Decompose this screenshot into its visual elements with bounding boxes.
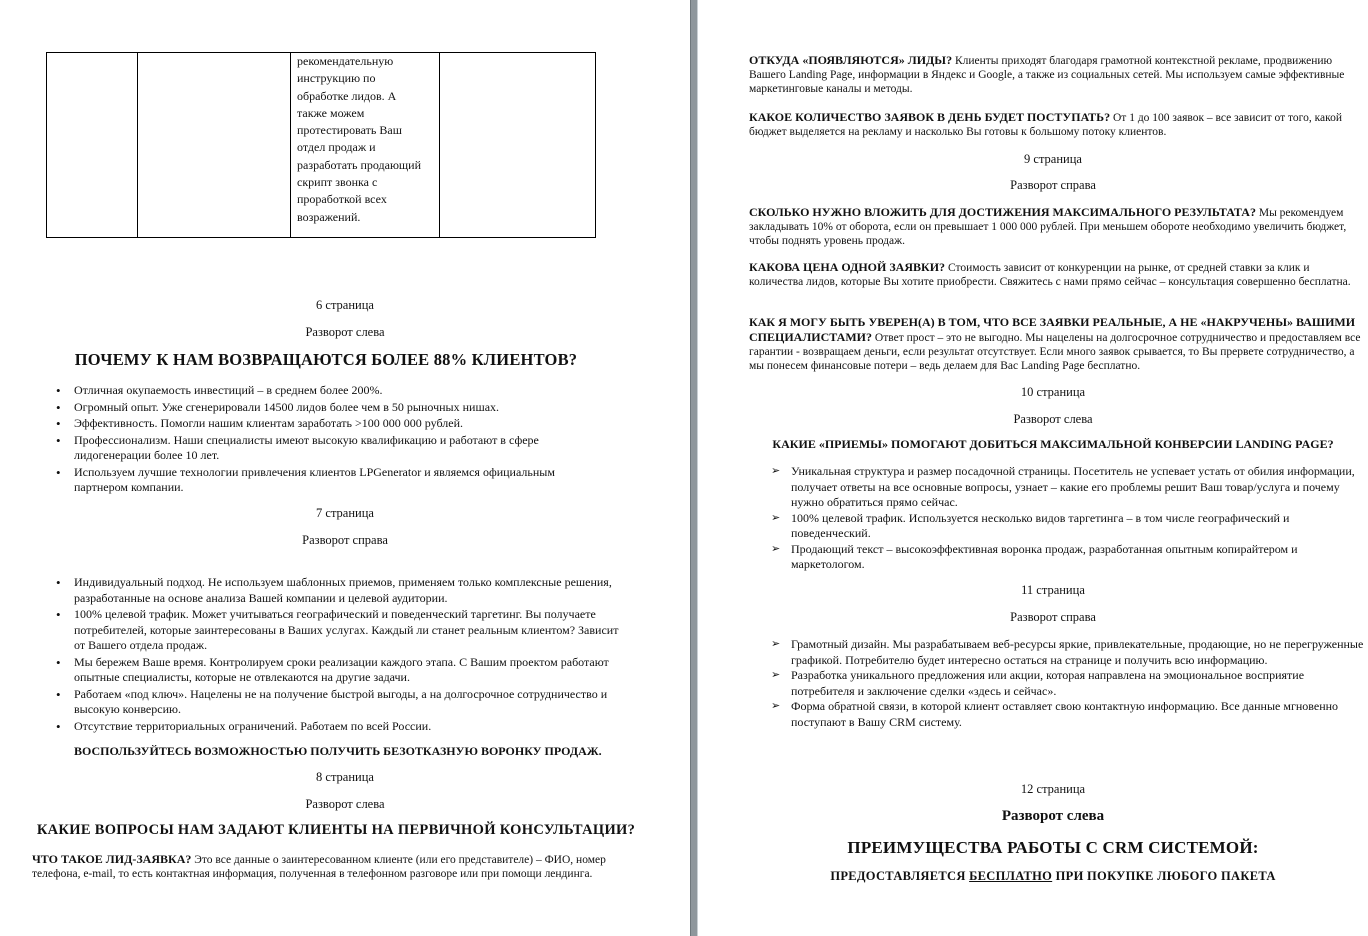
faq-answer: Ответ прост – это не выгодно. Мы нацелены на долгосрочное сотрудничество и предоставляем все гарантии - возвращаем деньги, если результат отсутствует. Если много заявок срывается, то Вы прервете сотрудничество, а мы понесем финансовые потери – ведь делаем для Вас Landing Page бесплатно. xyxy=(749,332,1361,372)
list-item: ➢ Продающий текст – высокоэффективная воронка продаж, разработанная опытным копирайтером и маркетологом. xyxy=(771,541,1298,571)
table-cell-line: рекомендательную xyxy=(297,54,394,68)
list-item: • Эффективность. Помогли нашим клиентам заработать >100 000 000 рублей. xyxy=(46,416,606,432)
page-divider xyxy=(690,0,698,936)
spread-label: Разворот слева xyxy=(1001,808,1105,824)
free-emphasis: БЕСПЛАТНО xyxy=(969,869,1053,883)
spread-label: Разворот слева xyxy=(305,325,385,339)
faq-answer: Мы рекомендуем закладывать 10% от оборота, если он превышает 1 000 000 рублей. При меньшем обороте необходимо увеличить бюджет, чтобы поднять уровень продаж. xyxy=(749,207,1347,247)
table-cell xyxy=(138,53,291,238)
faq-question: КАК Я МОГУ БЫТЬ УВЕРЕН(А) В ТОМ, ЧТО ВСЕ ЗАЯВКИ РЕАЛЬНЫЕ, А НЕ «НАКРУЧЕНЫ» ВАШИМИ СПЕЦИАЛИСТАМИ? xyxy=(749,315,1356,344)
page-number-label: 11 страница xyxy=(1021,583,1085,597)
faq-question: ОТКУДА «ПОЯВЛЯЮТСЯ» ЛИДЫ? xyxy=(749,53,953,67)
list-item: • Используем лучшие технологии привлечения клиентов LPGenerator и являемся официальным партнером компании. xyxy=(46,465,606,496)
arrow-bullet-icon: ➢ xyxy=(771,542,781,555)
faq-question: СКОЛЬКО НУЖНО ВЛОЖИТЬ ДЛЯ ДОСТИЖЕНИЯ МАКСИМАЛЬНОГО РЕЗУЛЬТАТА? xyxy=(749,205,1256,219)
table-cell-line: разработать продающий xyxy=(297,157,422,172)
page-number-label: 10 страница xyxy=(1020,385,1086,399)
list-item: • Профессионализм. Наши специалисты имеют высокую квалификацию и работают в сфере лидогенерации более 10 лет. xyxy=(46,433,606,464)
page-number-label: 8 страница xyxy=(316,770,374,784)
arrow-bullet-icon: ➢ xyxy=(771,669,781,681)
page-number-label: 12 страница xyxy=(1020,782,1086,796)
list-item: • Огромный опыт. Уже сгенерировали 14500 лидов более чем в 50 рыночных нишах. xyxy=(46,400,606,416)
faq-answer: Стоимость зависит от конкуренции на рынке, от средней ставки за клик и количества лидов, которые Вы хотите приобрести. Свяжитесь с нами прямо сейчас – консультация совершенно бесплатна. xyxy=(749,262,1351,288)
faq-item xyxy=(32,852,646,881)
list-item: ➢ Форма обратной связи, в которой клиент оставляет свою контактную информацию. Все данные мгновенно поступают в Вашу CRM систему. xyxy=(771,699,1339,729)
list-item: • Индивидуальный подход. Не используем шаблонных приемов, применяем только комплексные решения, разработанные на основе анализа Вашей компании и целевой аудитории. xyxy=(46,575,630,606)
conversion-tips-list xyxy=(749,464,1361,573)
faq-question: КАКОЕ КОЛИЧЕСТВО ЗАЯВОК В ДЕНЬ БУДЕТ ПОСТУПАТЬ? xyxy=(749,110,1111,124)
faq-item xyxy=(749,110,1361,139)
faq-item xyxy=(749,53,1361,96)
table-cell xyxy=(440,53,596,238)
spread-label: Разворот справа xyxy=(1010,610,1096,624)
arrow-bullet-icon: ➢ xyxy=(771,511,781,524)
faq-item xyxy=(749,260,1361,289)
spread-label: Разворот слева xyxy=(1013,412,1093,426)
list-item: • 100% целевой трафик. Может учитываться географический и поведенческий таргетинг. Вы получаете потребителей, которые заинтересованы в Ваших услугах. Каждый ли станет реальным клиентом? Зависит от Вашего отдела продаж. xyxy=(46,607,630,654)
list-item: • Мы бережем Ваше время. Контролируем сроки реализации каждого этапа. С Вашим проектом работают опытные специалисты, которые не отвлекаются на другие задачи. xyxy=(46,655,630,686)
list-item: ➢ 100% целевой трафик. Используется несколько видов таргетинга – в том числе географический и поведенческий. xyxy=(771,510,1290,540)
list-item: ➢ Уникальная структура и размер посадочной страницы. Посетитель не успевает устать от обилия информации, получает ответы на все основные вопросы, узнает – какие его проблемы решит Ваш товар/услуга и почему нужно обратиться прямо сейчас. xyxy=(771,464,1355,509)
page-number-label: 7 страница xyxy=(316,506,374,520)
advantages-list xyxy=(46,575,630,735)
faq-item xyxy=(749,315,1361,373)
document-page-right xyxy=(698,0,1368,936)
pricing-table-fragment xyxy=(46,52,596,238)
call-to-action: ВОСПОЛЬЗУЙТЕСЬ ВОЗМОЖНОСТЬЮ ПОЛУЧИТЬ БЕЗОТКАЗНУЮ ВОРОНКУ ПРОДАЖ. xyxy=(74,744,602,758)
arrow-bullet-icon: ➢ xyxy=(771,465,781,477)
list-item: • Отсутствие территориальных ограничений. Работаем по всей России. xyxy=(46,719,630,735)
page-number-label: 9 страница xyxy=(1024,152,1082,166)
spread-label: Разворот слева xyxy=(305,797,385,811)
table-cell-line: возражений. xyxy=(297,209,361,224)
table-cell-line: проработкой всех xyxy=(297,192,387,207)
spread-label: Разворот справа xyxy=(302,533,388,547)
arrow-bullet-icon: ➢ xyxy=(771,700,781,712)
section-heading: ПРЕИМУЩЕСТВА РАБОТЫ С CRM СИСТЕМОЙ: xyxy=(847,838,1259,857)
design-features-list xyxy=(749,637,1365,730)
list-item: • Отличная окупаемость инвестиций – в среднем более 200%. xyxy=(46,383,606,399)
table-cell-line: отдел продаж и xyxy=(297,140,376,155)
list-item: ➢ Разработка уникального предложения или акции, которая направлена на эмоциональное восприятие потребителя и заключение сделки «здесь и сейчас». xyxy=(771,668,1305,698)
faq-item xyxy=(749,205,1361,248)
list-item: ➢ Грамотный дизайн. Мы разрабатываем веб-ресурсы яркие, привлекательные, продающие, но не перегруженные графикой. Потребителю будет интересно остаться на странице и получить всю информацию. xyxy=(771,637,1364,667)
table-cell-line: скрипт звонка с xyxy=(297,175,378,190)
table-cell-line: инструкцию по xyxy=(297,71,376,86)
faq-question: КАКОВА ЦЕНА ОДНОЙ ЗАЯВКИ? xyxy=(749,260,946,274)
table-cell-text xyxy=(291,53,440,238)
benefits-list xyxy=(46,383,606,497)
section-heading: КАКИЕ «ПРИЕМЫ» ПОМОГАЮТ ДОБИТЬСЯ МАКСИМАЛЬНОЙ КОНВЕРСИИ LANDING PAGE? xyxy=(772,437,1334,451)
table-cell xyxy=(47,53,138,238)
arrow-bullet-icon: ➢ xyxy=(771,638,781,650)
faq-answer: Это все данные о заинтересованном клиенте (или его представителе) – ФИО, номер телефона, e-mail, то есть контактная информация, полученная в телефонном разговоре или при помощи лендинга. xyxy=(32,854,606,880)
table-cell-line: обработке лидов. А xyxy=(297,88,397,103)
faq-answer: Клиенты приходят благодаря грамотной контекстной рекламе, продвижению Вашего Landing Page, информации в Яндекс и Google, а также из социальных сетей. Мы используем самые эффективные маркетинговые каналы и методы. xyxy=(749,55,1345,95)
spread-label: Разворот справа xyxy=(1010,178,1096,192)
section-heading: КАКИЕ ВОПРОСЫ НАМ ЗАДАЮТ КЛИЕНТЫ НА ПЕРВИЧНОЙ КОНСУЛЬТАЦИИ? xyxy=(36,822,636,838)
faq-answer: От 1 до 100 заявок – все зависит от того, какой бюджет выделяется на рекламу и насколько Вы готовы к большому потоку клиентов. xyxy=(749,112,1343,138)
list-item: • Работаем «под ключ». Нацелены не на получение быстрой выгоды, а на долгосрочное сотрудничество и высокую конверсию. xyxy=(46,687,630,718)
faq-question: ЧТО ТАКОЕ ЛИД-ЗАЯВКА? xyxy=(32,852,192,866)
package-note: ПРЕДОСТАВЛЯЕТСЯ БЕСПЛАТНО ПРИ ПОКУПКЕ ЛЮБОГО ПАКЕТА xyxy=(830,869,1276,883)
table-cell-line: протестировать Ваш xyxy=(297,123,402,138)
section-heading: ПОЧЕМУ К НАМ ВОЗВРАЩАЮТСЯ БОЛЕЕ 88% КЛИЕНТОВ? xyxy=(74,350,578,369)
page-number-label: 6 страница xyxy=(316,298,374,312)
table-cell-line: также можем xyxy=(297,105,365,120)
